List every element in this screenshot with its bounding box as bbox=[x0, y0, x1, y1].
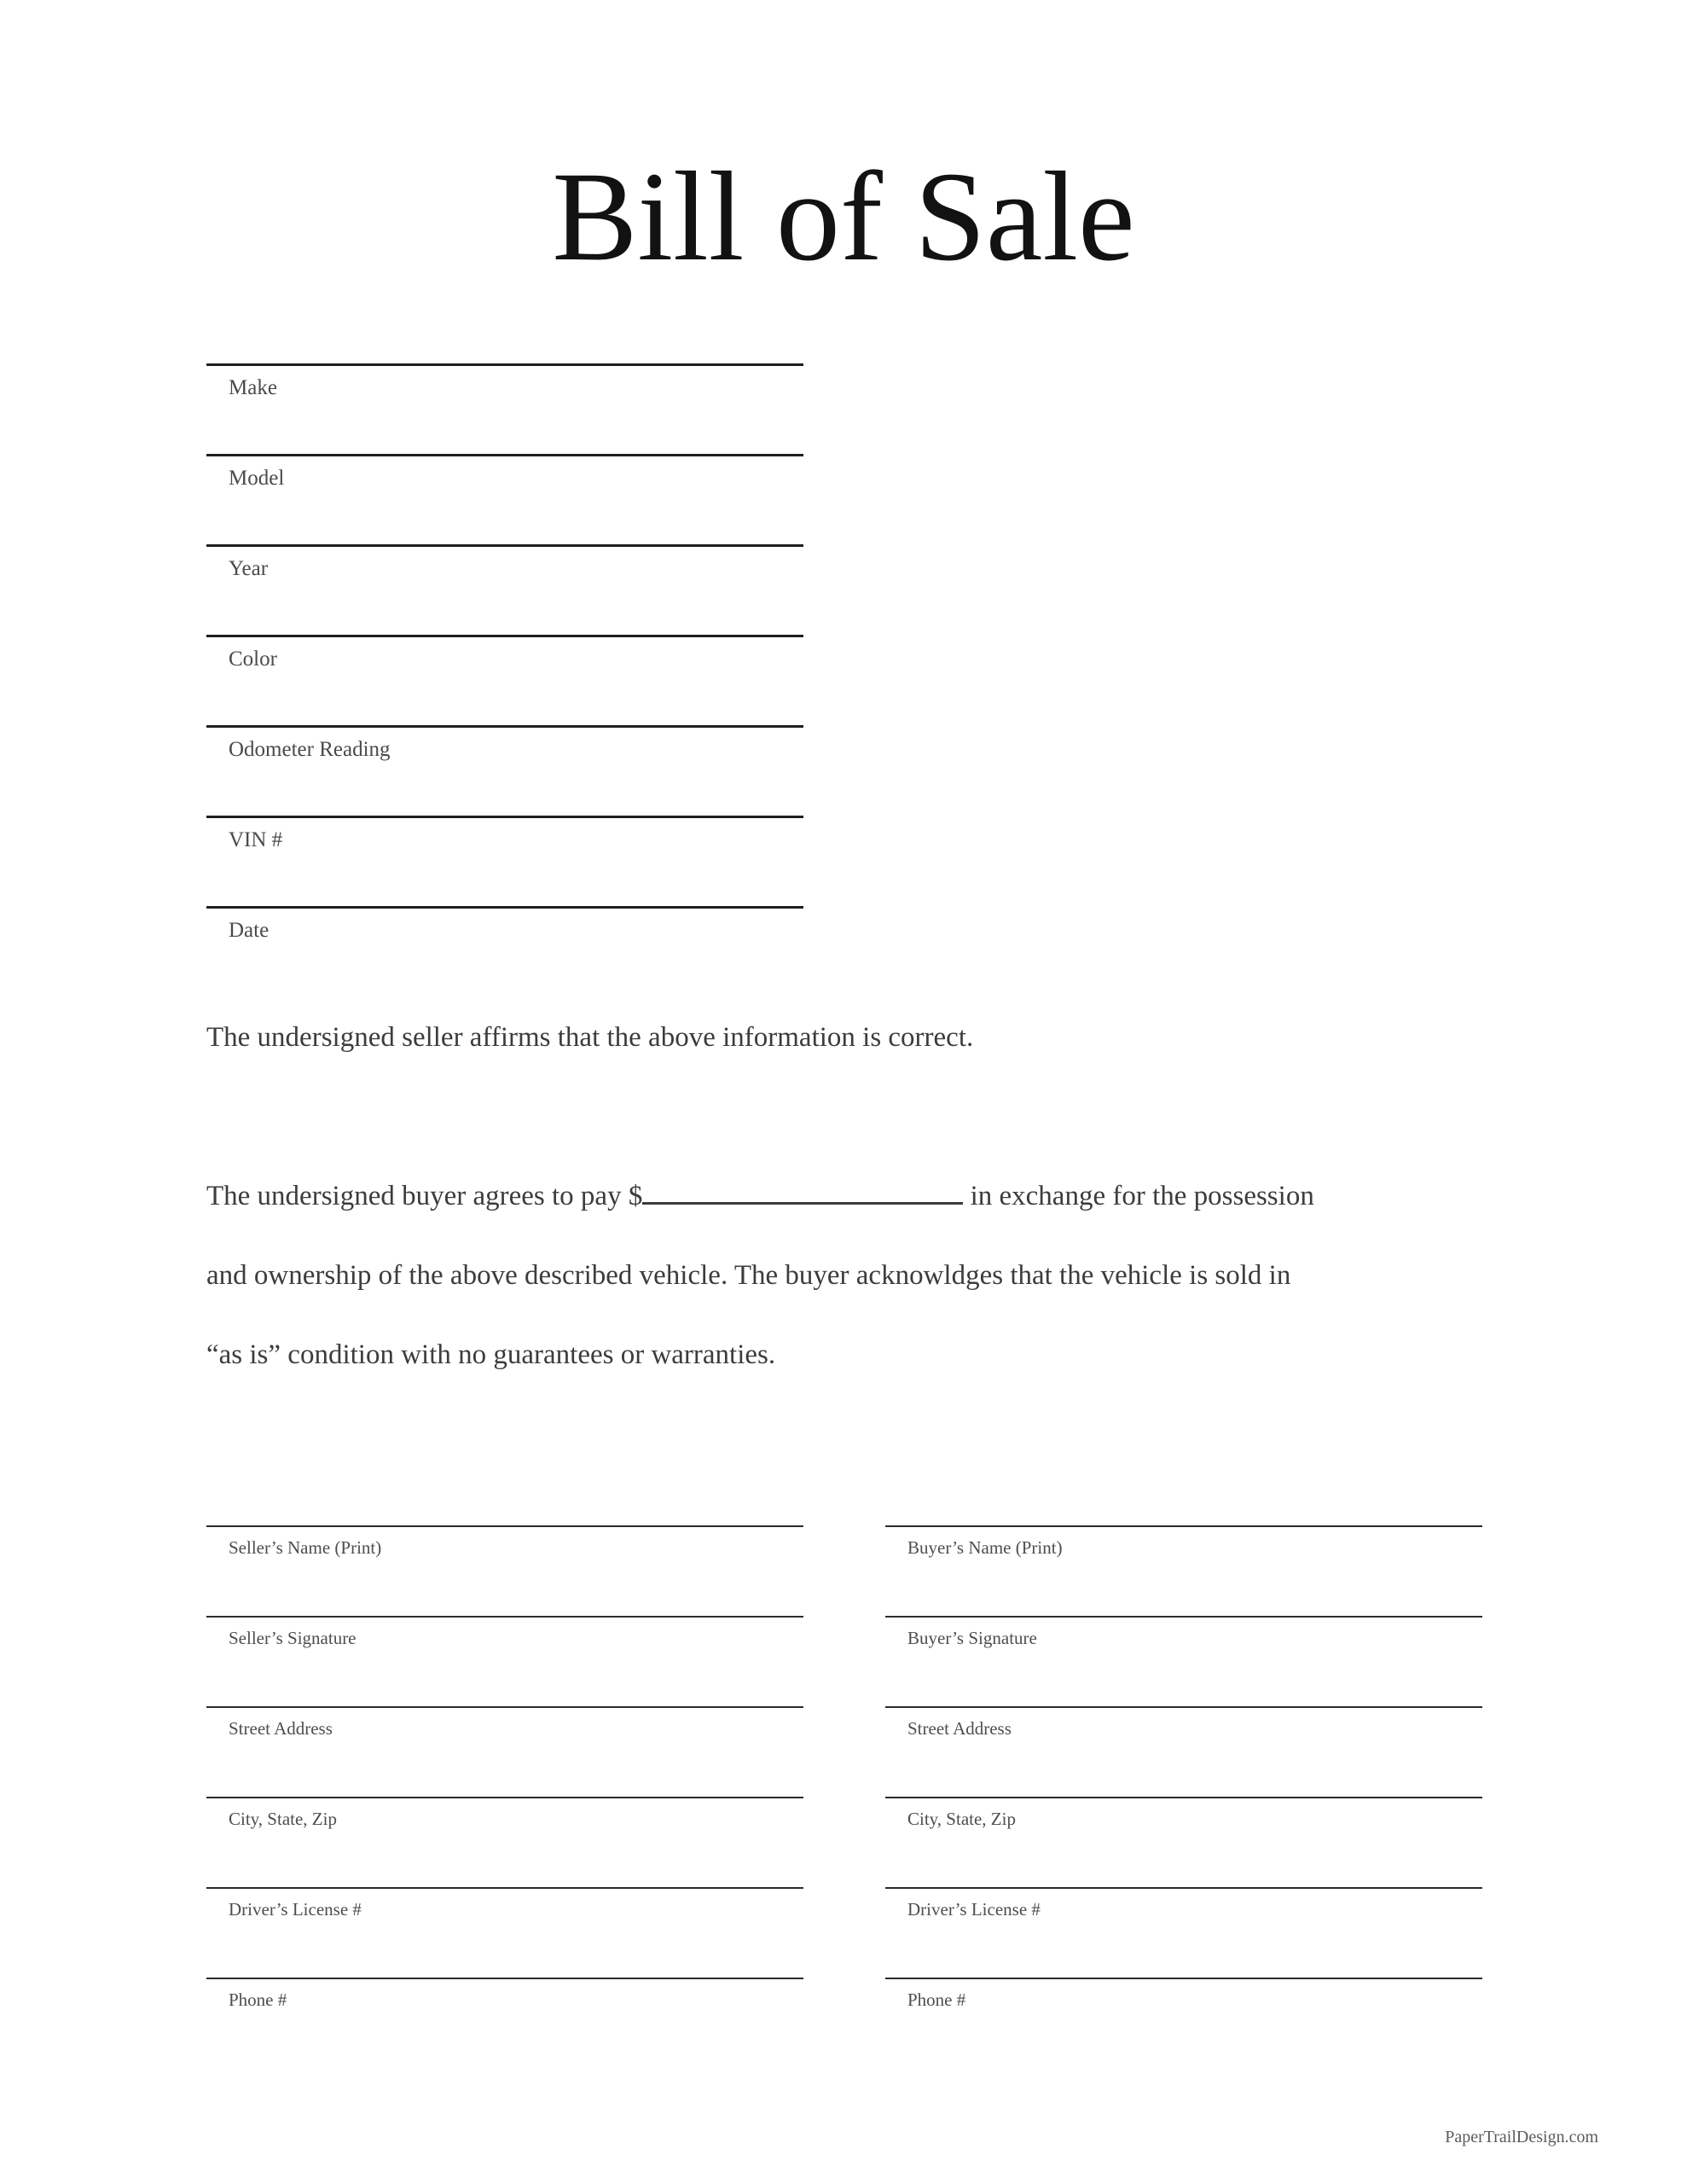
buyer-street-address-field bbox=[885, 1706, 1482, 1797]
make-field-label: Make bbox=[229, 376, 277, 399]
seller-city-state-zip-field-label: City, State, Zip bbox=[229, 1809, 337, 1829]
buyer-signature-section bbox=[885, 1525, 1482, 2068]
seller-affirmation-text: The undersigned seller affirms that the above information is correct. bbox=[206, 1022, 974, 1053]
seller-name-field-label: Seller’s Name (Print) bbox=[229, 1537, 382, 1558]
seller-signature-field bbox=[206, 1616, 803, 1706]
seller-drivers-license-field bbox=[206, 1887, 803, 1978]
seller-name-field bbox=[206, 1525, 803, 1616]
vin-field bbox=[206, 816, 803, 906]
odometer-field-label: Odometer Reading bbox=[229, 738, 391, 761]
year-field-label: Year bbox=[229, 557, 269, 580]
date-field-label: Date bbox=[229, 919, 270, 942]
buyer-city-state-zip-field-label: City, State, Zip bbox=[907, 1809, 1016, 1829]
buyer-signature-field bbox=[885, 1616, 1482, 1706]
seller-phone-field-label: Phone # bbox=[229, 1989, 287, 2010]
seller-street-address-field bbox=[206, 1706, 803, 1797]
buyer-phone-field bbox=[885, 1978, 1482, 2068]
model-field-label: Model bbox=[229, 467, 285, 490]
year-field bbox=[206, 544, 803, 635]
seller-street-address-field-label: Street Address bbox=[229, 1718, 333, 1739]
make-field bbox=[206, 363, 803, 454]
footer-credit: PaperTrailDesign.com bbox=[1445, 2128, 1598, 2146]
color-field bbox=[206, 635, 803, 725]
seller-phone-field bbox=[206, 1978, 803, 2068]
seller-signature-section bbox=[206, 1525, 803, 2068]
seller-drivers-license-field-label: Driver’s License # bbox=[229, 1899, 362, 1920]
buyer-agreement-pre: The undersigned buyer agrees to pay $ bbox=[206, 1181, 643, 1211]
seller-signature-field-label: Seller’s Signature bbox=[229, 1628, 357, 1648]
color-field-label: Color bbox=[229, 648, 277, 671]
buyer-street-address-field-label: Street Address bbox=[907, 1718, 1012, 1739]
vehicle-info-section bbox=[206, 363, 803, 996]
buyer-signature-field-label: Buyer’s Signature bbox=[907, 1628, 1037, 1648]
buyer-agreement-line1 bbox=[206, 1157, 1551, 1236]
buyer-name-field-label: Buyer’s Name (Print) bbox=[907, 1537, 1063, 1558]
buyer-drivers-license-field-label: Driver’s License # bbox=[907, 1899, 1041, 1920]
buyer-agreement-line2: and ownership of the above described vehicle. The buyer acknowldges that the vehicle is sold in bbox=[206, 1260, 1291, 1291]
seller-city-state-zip-field bbox=[206, 1797, 803, 1887]
vin-field-label: VIN # bbox=[229, 828, 283, 851]
buyer-agreement-line3: “as is” condition with no guarantees or warranties. bbox=[206, 1339, 776, 1370]
buyer-agreement-text bbox=[206, 1157, 1551, 1395]
model-field bbox=[206, 454, 803, 544]
date-field bbox=[206, 906, 803, 996]
buyer-name-field bbox=[885, 1525, 1482, 1616]
buyer-agreement-post: in exchange for the possession bbox=[970, 1181, 1314, 1211]
buyer-phone-field-label: Phone # bbox=[907, 1989, 966, 2010]
buyer-city-state-zip-field bbox=[885, 1797, 1482, 1887]
amount-blank-line bbox=[642, 1202, 963, 1205]
buyer-drivers-license-field bbox=[885, 1887, 1482, 1978]
document-title: Bill of Sale bbox=[552, 146, 1135, 288]
odometer-field bbox=[206, 725, 803, 816]
